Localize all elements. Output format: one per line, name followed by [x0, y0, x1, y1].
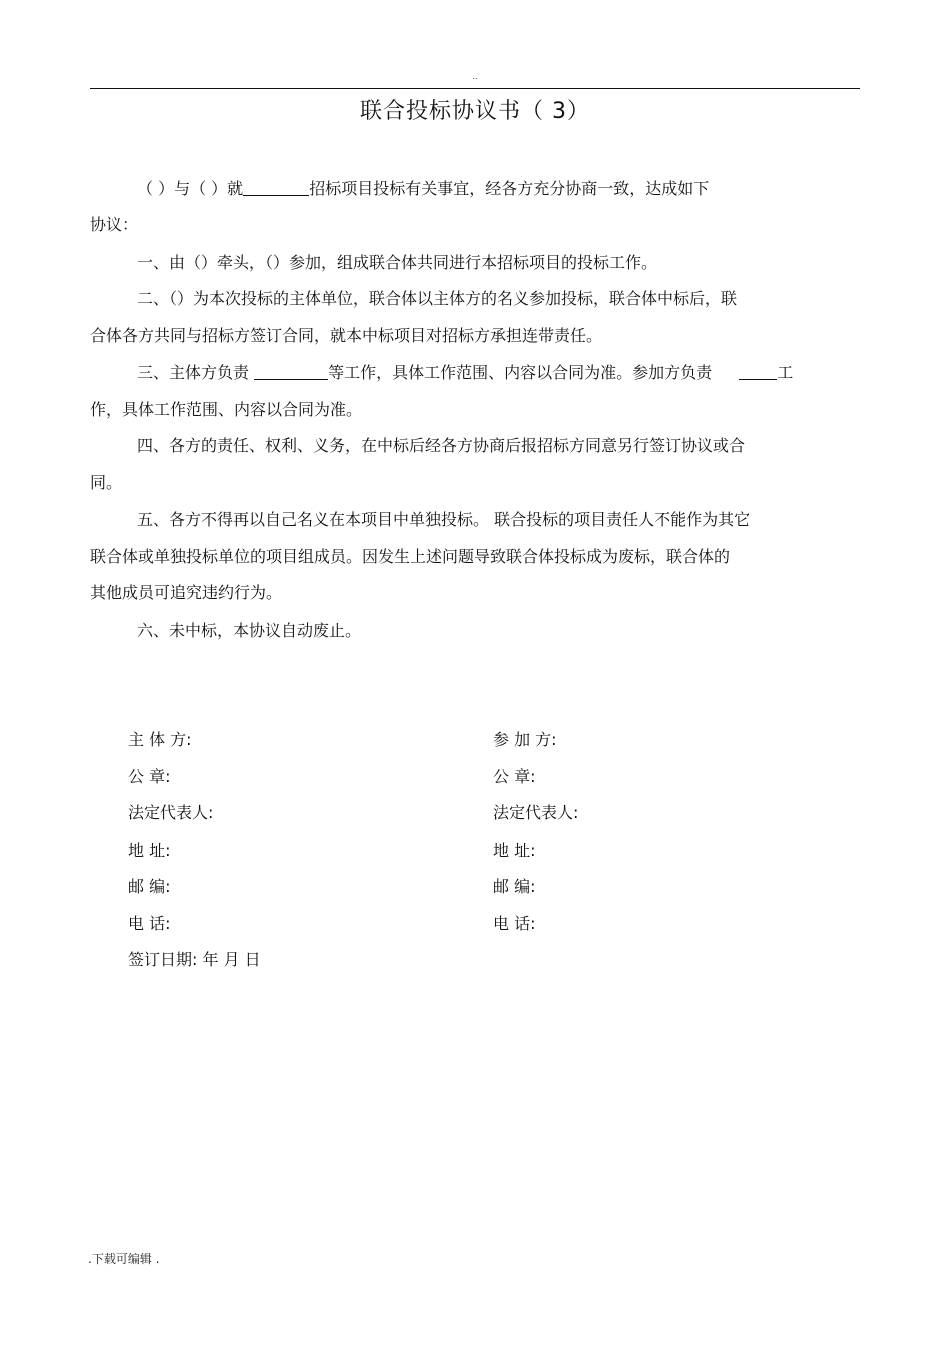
main-party-duty-blank: [254, 363, 328, 380]
preamble-line-1: [137, 177, 709, 201]
clause-2-line-1: 二、（）为本次投标的主体单位，联合体以主体方的名义参加投标，联合体中标后，联: [137, 289, 738, 308]
clause-5-line-3: 其他成员可追究违约行为。: [90, 583, 283, 602]
clause-4-line-1: 四、各方的责任、权利、义务，在中标后经各方协商后报招标方同意另行签订协议或合: [137, 436, 746, 455]
main-party-label: 主 体 方:: [128, 730, 192, 749]
clause-3-line-2: 作，具体工作范围、内容以合同为准。: [90, 400, 363, 419]
project-name-blank: [243, 179, 309, 196]
preamble-rest: 招标项目投标有关事宜，经各方充分协商一致，达成如下: [309, 179, 710, 198]
clause-3-main-party: 三、主体方负责: [137, 363, 250, 382]
header-mark: ..: [472, 72, 478, 81]
clause-4-line-2: 同。: [90, 473, 123, 492]
clause-5-line-2: 联合体或单独投标单位的项目组成员。因发生上述问题导致联合体投标成为废标，联合体的: [90, 547, 731, 566]
signing-date: 签订日期: 年 月 日: [128, 950, 261, 969]
document-title: 联合投标协议书（ 3）: [360, 99, 590, 124]
participant-label: 参 加 方:: [493, 730, 557, 749]
footer-note: .下载可编辑 .: [88, 1252, 160, 1266]
clause-2-line-2: 合体各方共同与招标方签订合同，就本中标项目对招标方承担连带责任。: [90, 326, 603, 345]
main-party-seal-label: 公 章:: [128, 767, 171, 786]
clause-6: 六、未中标，本协议自动废止。: [137, 621, 362, 640]
participant-postcode-label: 邮 编:: [493, 877, 536, 896]
participant-phone-label: 电 话:: [493, 914, 536, 933]
preamble-line-2: 协议：: [90, 215, 139, 234]
main-party-address-label: 地 址:: [128, 841, 171, 860]
main-party-rep-label: 法定代表人:: [128, 803, 214, 822]
clause-3-line-1: [137, 361, 793, 385]
preamble-parties: （ ）与（ ）就: [137, 179, 244, 198]
participant-address-label: 地 址:: [493, 841, 536, 860]
participant-duty-blank: [739, 363, 777, 380]
clause-5-line-1: 五、各方不得再以自己名义在本项目中单独投标。 联合投标的项目责任人不能作为其它: [137, 510, 751, 529]
main-party-phone-label: 电 话:: [128, 914, 171, 933]
clause-3-end: 工: [777, 363, 794, 382]
participant-rep-label: 法定代表人:: [493, 803, 579, 822]
main-party-postcode-label: 邮 编:: [128, 877, 171, 896]
participant-seal-label: 公 章:: [493, 767, 536, 786]
header-rule: [90, 88, 860, 89]
clause-1: 一、由（）牵头，（）参加，组成联合体共同进行本招标项目的投标工作。: [137, 253, 658, 272]
clause-3-middle: 等工作，具体工作范围、内容以合同为准。参加方负责: [328, 363, 713, 382]
